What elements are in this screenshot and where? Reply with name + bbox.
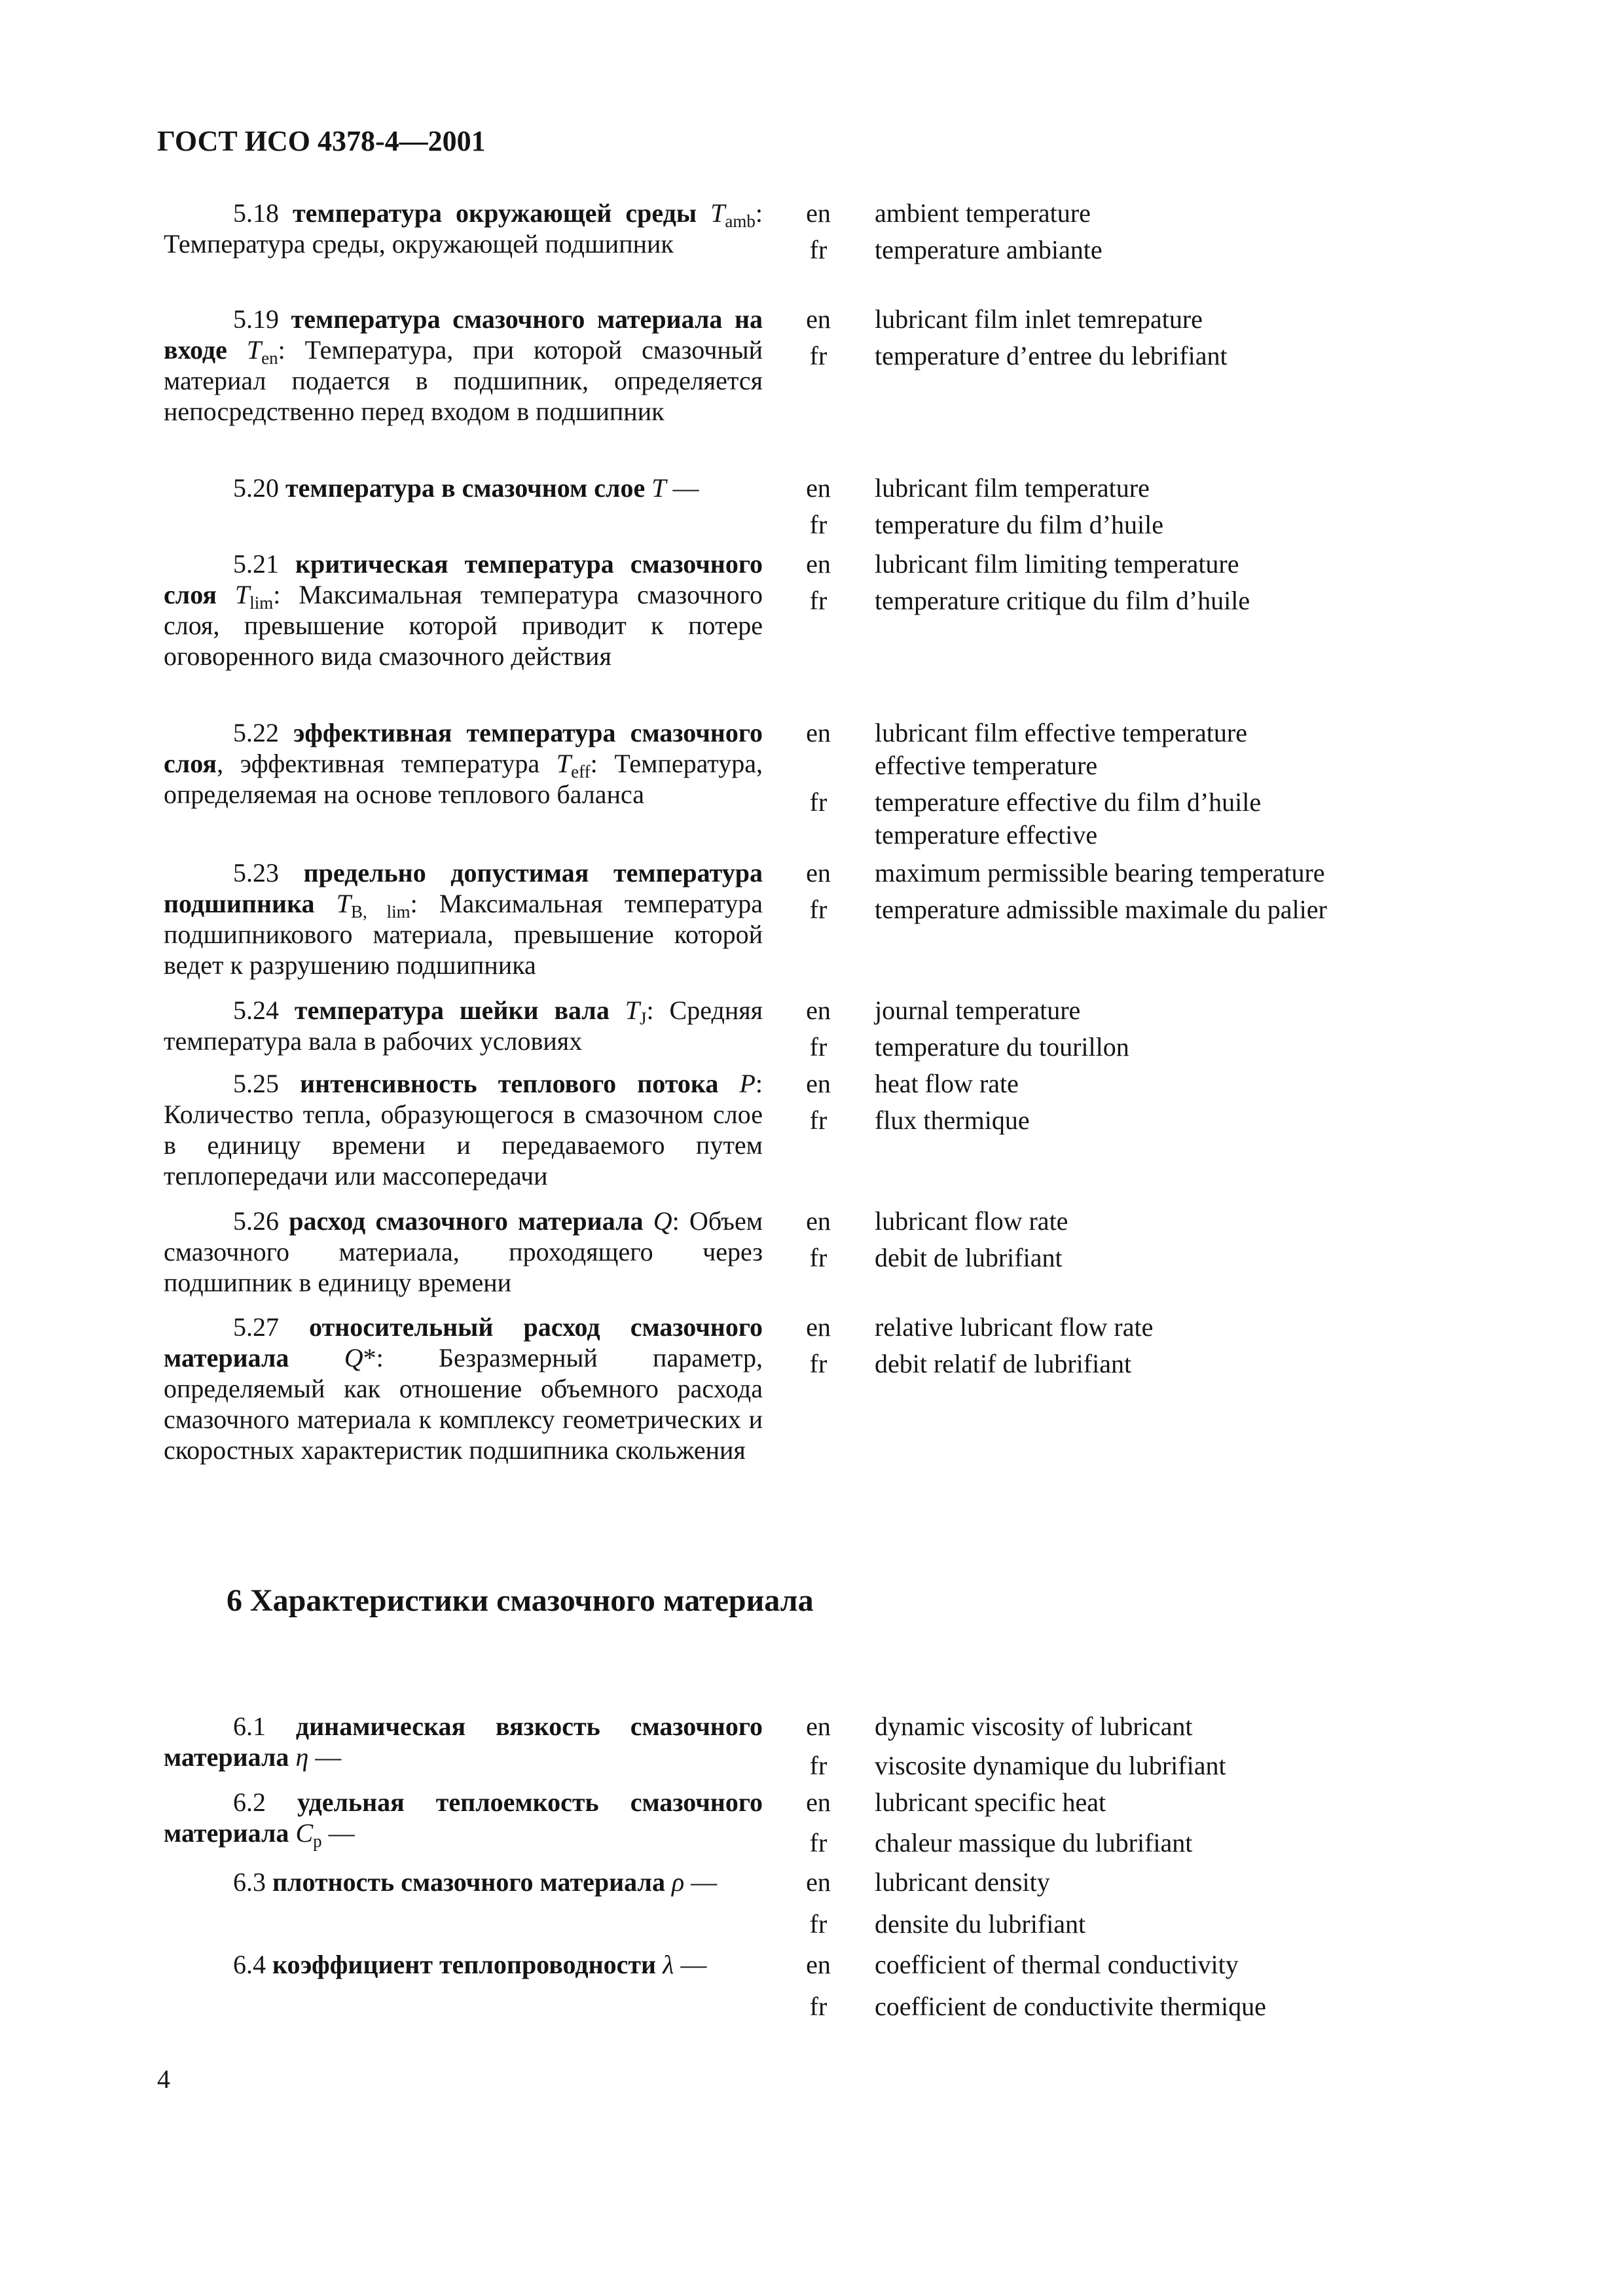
term-5-22-fr-alt: temperature effective — [875, 820, 1098, 850]
term-5-25-en: heat flow rate — [875, 1069, 1019, 1098]
term-6-3: 6.3 плотность смазочного материала ρ — — [233, 1867, 718, 1897]
term-6-2: 6.2 удельная теплоемкость смазочного материала $C_p$ — — [164, 1787, 763, 1851]
term-5-22-en-alt: effective temperature — [875, 751, 1098, 780]
term-6-2-fr: chaleur massique du lubrifiant — [875, 1828, 1193, 1857]
term-5-26-fr: debit de lubrifiant — [875, 1243, 1063, 1272]
term-5-22: 5.22 эффективная температура смазочного слоя, эффективная температура $T_{eff}$: Температура, определяемая на основе теплового баланса — [164, 718, 763, 809]
term-5-19-fr: temperature d’entree du lebrifiant — [875, 341, 1228, 370]
lang-en: en — [806, 858, 831, 888]
term-5-24-fr: temperature du tourillon — [875, 1032, 1129, 1062]
term-5-19: 5.19 температура смазочного материала на входе $T_{en}$: Температура, при которой смазочный материал подается в подшипник, определяется непосредственно перед входом в подшипник — [164, 304, 763, 426]
term-5-20: 5.20 температура в смазочном слое T — — [233, 473, 699, 503]
lang-en: en — [806, 549, 831, 579]
term-5-22-en: lubricant film effective temperature — [875, 718, 1247, 747]
lang-fr: fr — [809, 1243, 828, 1272]
lang-en: en — [806, 1069, 831, 1098]
term-5-20-en: lubricant film temperature — [875, 473, 1150, 503]
lang-fr: fr — [809, 1909, 828, 1939]
term-5-24: 5.24 температура шейки вала $T_J$: Средняя температура вала в рабочих условиях — [164, 996, 763, 1056]
lang-fr: fr — [809, 1032, 828, 1062]
term-6-3-en: lubricant density — [875, 1867, 1050, 1897]
term-5-21-en: lubricant film limiting temperature — [875, 549, 1239, 579]
lang-fr: fr — [809, 787, 828, 817]
lang-en: en — [806, 1787, 831, 1817]
lang-fr: fr — [809, 1992, 828, 2021]
term-6-3-fr: densite du lubrifiant — [875, 1909, 1086, 1939]
term-6-4-en: coefficient of thermal conductivity — [875, 1950, 1239, 1979]
term-5-21: 5.21 критическая температура смазочного слоя $T_{lim}$: Максимальная температура смазочного слоя, превышение которой приводит к потере оговоренного вида смазочного действия — [164, 549, 763, 671]
lang-fr: fr — [809, 1349, 828, 1378]
lang-fr: fr — [809, 1828, 828, 1857]
term-5-26-en: lubricant flow rate — [875, 1206, 1068, 1236]
term-5-20-fr: temperature du film d’huile — [875, 510, 1163, 539]
lang-en: en — [806, 473, 831, 503]
lang-fr: fr — [809, 586, 828, 615]
term-5-18-en: ambient temperature — [875, 198, 1091, 228]
term-5-25: 5.25 интенсивность теплового потока P: Количество тепла, образующегося в смазочном слое в единицу времени и передаваемого путем теплопередачи или массопередачи — [164, 1069, 763, 1191]
lang-fr: fr — [809, 510, 828, 539]
term-5-27: 5.27 относительный расход смазочного материала Q*: Безразмерный параметр, определяемый как отношение объемного расхода смазочного материала к комплексу геометрических и скоростных характеристик подшипника скольжения — [164, 1312, 763, 1465]
term-5-24-en: journal temperature — [875, 996, 1081, 1025]
term-5-26: 5.26 расход смазочного материала Q: Объем смазочного материала, проходящего через подшипник в единицу времени — [164, 1206, 763, 1297]
term-5-18: 5.18 температура окружающей среды $T_{amb}$: Температура среды, окружающей подшипник — [164, 198, 763, 259]
term-5-27-en: relative lubricant flow rate — [875, 1312, 1154, 1342]
lang-en: en — [806, 304, 831, 334]
lang-en: en — [806, 1312, 831, 1342]
term-5-23-en: maximum permissible bearing temperature — [875, 858, 1325, 888]
term-6-1-fr: viscosite dynamique du lubrifiant — [875, 1751, 1226, 1780]
lang-fr: fr — [809, 341, 828, 370]
lang-en: en — [806, 996, 831, 1025]
document-header: ГОСТ ИСО 4378-4—2001 — [157, 125, 486, 157]
term-5-23: 5.23 предельно допустимая температура подшипника $T_{B, lim}$: Максимальная температура подшипникового материала, превышение которой ведет к разрушению подшипника — [164, 858, 763, 980]
lang-fr: fr — [809, 1105, 828, 1135]
page-number: 4 — [157, 2064, 170, 2094]
lang-en: en — [806, 1867, 831, 1897]
lang-en: en — [806, 1712, 831, 1741]
lang-en: en — [806, 718, 831, 747]
term-5-21-fr: temperature critique du film d’huile — [875, 586, 1250, 615]
lang-en: en — [806, 1950, 831, 1979]
lang-fr: fr — [809, 895, 828, 924]
term-5-27-fr: debit relatif de lubrifiant — [875, 1349, 1132, 1378]
section-title: 6 Характеристики смазочного материала — [227, 1583, 814, 1618]
lang-fr: fr — [809, 1751, 828, 1780]
term-6-4: 6.4 коэффициент теплопроводности λ — — [233, 1950, 707, 1979]
term-6-1-en: dynamic viscosity of lubricant — [875, 1712, 1193, 1741]
term-5-25-fr: flux thermique — [875, 1105, 1030, 1135]
lang-fr: fr — [809, 235, 828, 264]
lang-en: en — [806, 198, 831, 228]
lang-en: en — [806, 1206, 831, 1236]
term-5-19-en: lubricant film inlet temrepature — [875, 304, 1203, 334]
term-5-18-fr: temperature ambiante — [875, 235, 1103, 264]
term-6-2-en: lubricant specific heat — [875, 1787, 1106, 1817]
term-6-4-fr: coefficient de conductivite thermique — [875, 1992, 1266, 2021]
term-5-22-fr: temperature effective du film d’huile — [875, 787, 1262, 817]
term-6-1: 6.1 динамическая вязкость смазочного материала η — — [164, 1712, 763, 1772]
term-5-23-fr: temperature admissible maximale du palier — [875, 895, 1327, 924]
